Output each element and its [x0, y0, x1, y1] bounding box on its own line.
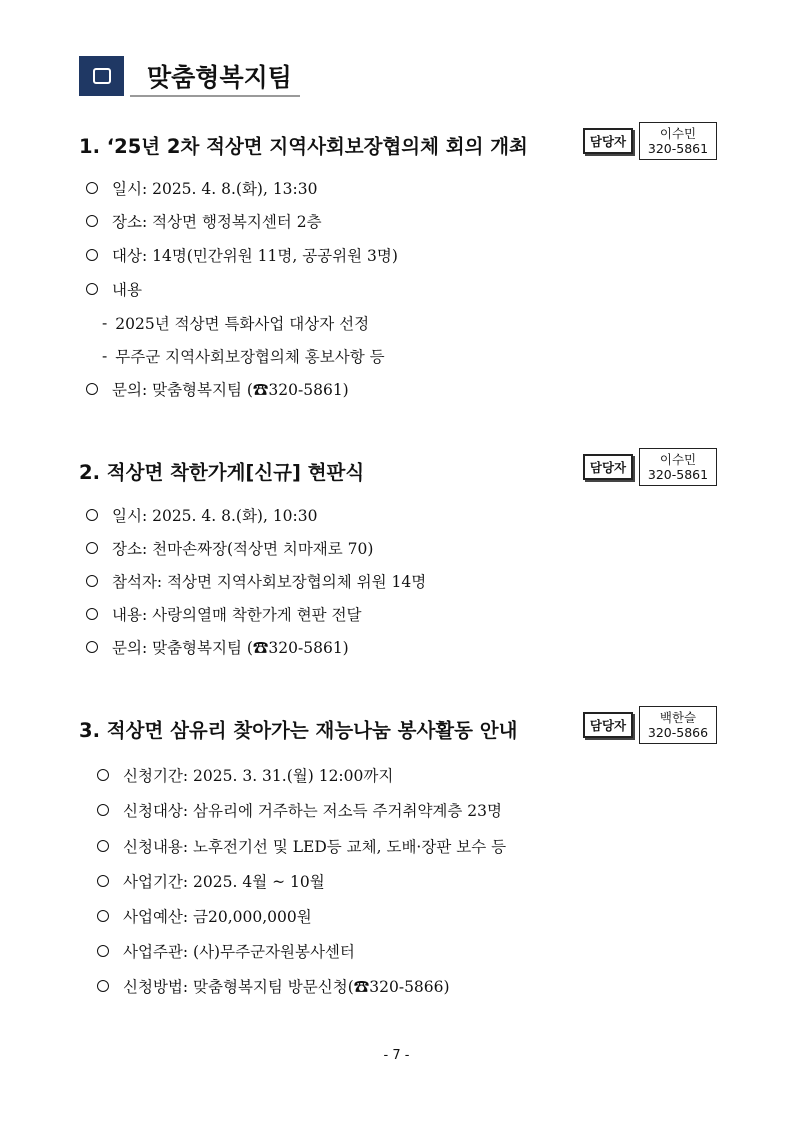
section-1-contact — [583, 122, 717, 160]
list-item — [97, 975, 450, 997]
circle-bullet-icon — [97, 945, 109, 957]
contact-phone: 320-5861 — [647, 141, 709, 156]
list-item-text: 장소: 천마손짜장(적상면 치마재로 70) — [112, 540, 374, 558]
team-marker-box — [79, 56, 124, 96]
contact-label: 담당자 — [583, 128, 633, 154]
list-item — [86, 244, 398, 266]
square-icon — [93, 68, 111, 84]
section-3-title: 3. 적상면 삼유리 찾아가는 재능나눔 봉사활동 안내 — [79, 719, 518, 742]
list-item — [86, 378, 349, 400]
section-1-title: 1. ‘25년 2차 적상면 지역사회보장협의체 회의 개최 — [79, 135, 528, 158]
circle-bullet-icon — [86, 283, 98, 295]
list-item-text: 신청내용: 노후전기선 및 LED등 교체, 도배·장판 보수 등 — [123, 838, 507, 856]
list-item — [86, 504, 318, 526]
list-item-text: 문의: 맞춤형복지팀 (☎320-5861) — [112, 381, 349, 399]
list-item-text: 신청방법: 맞춤형복지팀 방문신청(☎320-5866) — [123, 978, 450, 996]
contact-phone: 320-5866 — [647, 725, 709, 740]
contact-label: 담당자 — [583, 712, 633, 738]
circle-bullet-icon — [86, 249, 98, 261]
list-item — [86, 570, 426, 592]
dash-bullet: - — [102, 314, 108, 332]
list-item — [97, 870, 325, 892]
list-item-text: 사업예산: 금20,000,000원 — [123, 908, 312, 926]
list-item — [86, 636, 349, 658]
circle-bullet-icon — [86, 575, 98, 587]
list-item-text: 장소: 적상면 행정복지센터 2층 — [112, 213, 322, 231]
team-title-underline — [130, 95, 300, 97]
circle-bullet-icon — [86, 509, 98, 521]
list-item-text: 사업기간: 2025. 4월 ~ 10월 — [123, 873, 325, 891]
list-item-text: 일시: 2025. 4. 8.(화), 10:30 — [112, 507, 318, 525]
sub-list-item — [102, 345, 385, 367]
circle-bullet-icon — [86, 182, 98, 194]
dash-bullet: - — [102, 347, 108, 365]
list-item — [97, 940, 355, 962]
contact-info — [639, 706, 717, 744]
circle-bullet-icon — [86, 608, 98, 620]
list-item-text: 신청기간: 2025. 3. 31.(월) 12:00까지 — [123, 767, 394, 785]
contact-name: 이수민 — [659, 126, 697, 141]
list-item-text: 내용 — [112, 281, 142, 299]
sub-list-item — [102, 312, 369, 334]
list-item-text: 대상: 14명(민간위원 11명, 공공위원 3명) — [112, 247, 398, 265]
list-item-text: 일시: 2025. 4. 8.(화), 13:30 — [112, 180, 318, 198]
circle-bullet-icon — [86, 542, 98, 554]
section-3-contact — [583, 706, 717, 744]
circle-bullet-icon — [97, 910, 109, 922]
list-item-text: 문의: 맞춤형복지팀 (☎320-5861) — [112, 639, 349, 657]
contact-phone: 320-5861 — [647, 467, 709, 482]
list-item — [97, 905, 312, 927]
circle-bullet-icon — [97, 804, 109, 816]
circle-bullet-icon — [86, 383, 98, 395]
section-2-contact — [583, 448, 717, 486]
circle-bullet-icon — [97, 875, 109, 887]
list-item — [86, 603, 362, 625]
list-item-text: 신청대상: 삼유리에 거주하는 저소득 주거취약계층 23명 — [123, 802, 502, 820]
circle-bullet-icon — [97, 769, 109, 781]
contact-name: 이수민 — [659, 452, 697, 467]
list-item-text: 내용: 사랑의열매 착한가게 현판 전달 — [112, 606, 362, 624]
contact-info — [639, 448, 717, 486]
circle-bullet-icon — [97, 840, 109, 852]
contact-info — [639, 122, 717, 160]
page-number: - 7 - — [383, 1048, 410, 1063]
list-item — [97, 835, 506, 857]
list-item — [97, 799, 502, 821]
circle-bullet-icon — [86, 215, 98, 227]
section-2-title: 2. 적상면 착한가게[신규] 현판식 — [79, 461, 365, 484]
contact-name: 백한슬 — [659, 710, 697, 725]
list-item — [86, 278, 142, 300]
list-item — [86, 537, 373, 559]
list-item — [86, 177, 318, 199]
list-item-text: 사업주관: (사)무주군자원봉사센터 — [123, 943, 355, 961]
circle-bullet-icon — [97, 980, 109, 992]
list-item — [97, 764, 393, 786]
sub-list-item-text: 무주군 지역사회보장협의체 홍보사항 등 — [115, 348, 385, 366]
team-title: 맞춤형복지팀 — [147, 63, 292, 92]
list-item — [86, 210, 322, 232]
sub-list-item-text: 2025년 적상면 특화사업 대상자 선정 — [115, 315, 370, 333]
circle-bullet-icon — [86, 641, 98, 653]
contact-label: 담당자 — [583, 454, 633, 480]
list-item-text: 참석자: 적상면 지역사회보장협의체 위원 14명 — [112, 573, 427, 591]
